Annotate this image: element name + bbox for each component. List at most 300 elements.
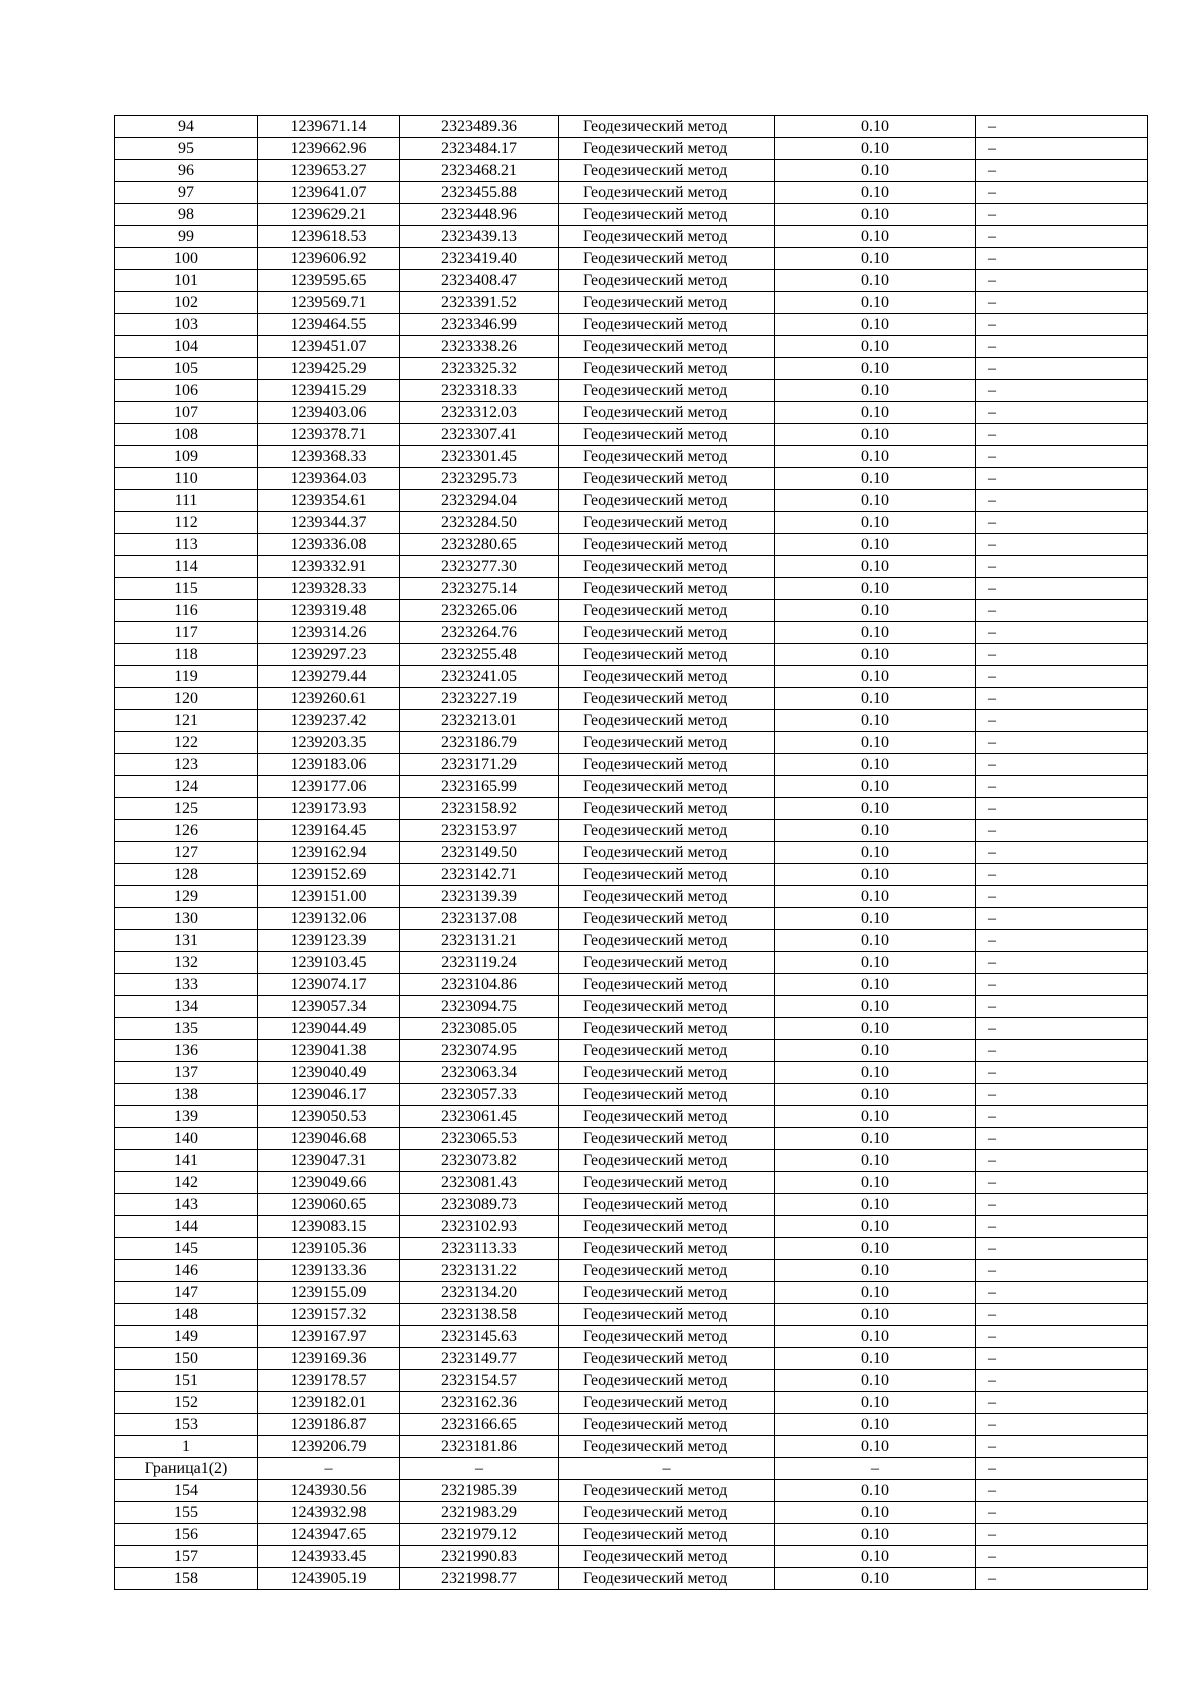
table-row: [115, 820, 1148, 842]
accuracy-cell: 0.10: [775, 666, 976, 688]
method-cell: Геодезический метод: [559, 1172, 775, 1194]
description-cell: –: [976, 1150, 1148, 1172]
accuracy-cell: 0.10: [775, 754, 976, 776]
y-coordinate-cell: 2321985.39: [400, 1480, 559, 1502]
description-cell: –: [976, 380, 1148, 402]
method-cell: Геодезический метод: [559, 666, 775, 688]
x-coordinate-cell: 1239364.03: [258, 468, 400, 490]
table-row: [115, 666, 1148, 688]
x-coordinate-cell: 1239403.06: [258, 402, 400, 424]
x-coordinate-cell: 1239044.49: [258, 1018, 400, 1040]
method-cell: Геодезический метод: [559, 644, 775, 666]
method-cell: Геодезический метод: [559, 402, 775, 424]
description-cell: –: [976, 1524, 1148, 1546]
point-number-cell: 105: [115, 358, 258, 380]
x-coordinate-cell: 1239123.39: [258, 930, 400, 952]
table-row: [115, 908, 1148, 930]
description-cell: –: [976, 182, 1148, 204]
method-cell: Геодезический метод: [559, 1524, 775, 1546]
accuracy-cell: 0.10: [775, 226, 976, 248]
x-coordinate-cell: 1239629.21: [258, 204, 400, 226]
x-coordinate-cell: 1239203.35: [258, 732, 400, 754]
table-row: [115, 1040, 1148, 1062]
y-coordinate-cell: 2323294.04: [400, 490, 559, 512]
table-row: [115, 1304, 1148, 1326]
y-coordinate-cell: 2323165.99: [400, 776, 559, 798]
table-row: [115, 710, 1148, 732]
y-coordinate-cell: 2323325.32: [400, 358, 559, 380]
point-number-cell: 151: [115, 1370, 258, 1392]
x-coordinate-cell: 1239152.69: [258, 864, 400, 886]
y-coordinate-cell: 2323089.73: [400, 1194, 559, 1216]
x-coordinate-cell: 1243933.45: [258, 1546, 400, 1568]
accuracy-cell: 0.10: [775, 1238, 976, 1260]
description-cell: –: [976, 1348, 1148, 1370]
description-cell: –: [976, 1062, 1148, 1084]
table-row: [115, 622, 1148, 644]
table-row: [115, 1568, 1148, 1590]
accuracy-cell: 0.10: [775, 490, 976, 512]
description-cell: –: [976, 1040, 1148, 1062]
x-coordinate-cell: 1239173.93: [258, 798, 400, 820]
table-row: [115, 446, 1148, 468]
x-coordinate-cell: 1239425.29: [258, 358, 400, 380]
accuracy-cell: 0.10: [775, 1260, 976, 1282]
y-coordinate-cell: 2323295.73: [400, 468, 559, 490]
description-cell: –: [976, 446, 1148, 468]
description-cell: –: [976, 270, 1148, 292]
y-coordinate-cell: 2321979.12: [400, 1524, 559, 1546]
y-coordinate-cell: 2323139.39: [400, 886, 559, 908]
accuracy-cell: 0.10: [775, 512, 976, 534]
point-number-cell: 103: [115, 314, 258, 336]
point-number-cell: 145: [115, 1238, 258, 1260]
y-coordinate-cell: 2323391.52: [400, 292, 559, 314]
y-coordinate-cell: 2323312.03: [400, 402, 559, 424]
accuracy-cell: 0.10: [775, 1524, 976, 1546]
y-coordinate-cell: 2323284.50: [400, 512, 559, 534]
x-coordinate-cell: 1243947.65: [258, 1524, 400, 1546]
point-number-cell: 106: [115, 380, 258, 402]
y-coordinate-cell: 2323181.86: [400, 1436, 559, 1458]
point-number-cell: 141: [115, 1150, 258, 1172]
x-coordinate-cell: 1239314.26: [258, 622, 400, 644]
table-row: [115, 930, 1148, 952]
x-coordinate-cell: 1239155.09: [258, 1282, 400, 1304]
x-coordinate-cell: 1239595.65: [258, 270, 400, 292]
method-cell: Геодезический метод: [559, 996, 775, 1018]
description-cell: –: [976, 930, 1148, 952]
point-number-cell: 122: [115, 732, 258, 754]
accuracy-cell: 0.10: [775, 1436, 976, 1458]
accuracy-cell: 0.10: [775, 336, 976, 358]
description-cell: –: [976, 842, 1148, 864]
table-row: [115, 842, 1148, 864]
y-coordinate-cell: 2323104.86: [400, 974, 559, 996]
accuracy-cell: 0.10: [775, 908, 976, 930]
x-coordinate-cell: 1239074.17: [258, 974, 400, 996]
method-cell: Геодезический метод: [559, 1260, 775, 1282]
table-row: [115, 1062, 1148, 1084]
point-number-cell: 120: [115, 688, 258, 710]
method-cell: –: [559, 1458, 775, 1480]
x-coordinate-cell: 1239105.36: [258, 1238, 400, 1260]
x-coordinate-cell: 1243932.98: [258, 1502, 400, 1524]
method-cell: Геодезический метод: [559, 1546, 775, 1568]
x-coordinate-cell: 1239206.79: [258, 1436, 400, 1458]
x-coordinate-cell: 1239368.33: [258, 446, 400, 468]
accuracy-cell: 0.10: [775, 116, 976, 138]
accuracy-cell: 0.10: [775, 644, 976, 666]
accuracy-cell: 0.10: [775, 556, 976, 578]
description-cell: –: [976, 512, 1148, 534]
point-number-cell: Граница1(2): [115, 1458, 258, 1480]
point-number-cell: 126: [115, 820, 258, 842]
description-cell: –: [976, 556, 1148, 578]
point-number-cell: 129: [115, 886, 258, 908]
x-coordinate-cell: 1239046.17: [258, 1084, 400, 1106]
accuracy-cell: 0.10: [775, 1172, 976, 1194]
method-cell: Геодезический метод: [559, 270, 775, 292]
x-coordinate-cell: 1239378.71: [258, 424, 400, 446]
point-number-cell: 128: [115, 864, 258, 886]
method-cell: Геодезический метод: [559, 138, 775, 160]
x-coordinate-cell: 1239050.53: [258, 1106, 400, 1128]
point-number-cell: 94: [115, 116, 258, 138]
point-number-cell: 139: [115, 1106, 258, 1128]
x-coordinate-cell: 1239662.96: [258, 138, 400, 160]
accuracy-cell: 0.10: [775, 1414, 976, 1436]
x-coordinate-cell: 1239319.48: [258, 600, 400, 622]
x-coordinate-cell: 1239169.36: [258, 1348, 400, 1370]
table-row: [115, 1480, 1148, 1502]
point-number-cell: 116: [115, 600, 258, 622]
point-number-cell: 152: [115, 1392, 258, 1414]
x-coordinate-cell: 1239178.57: [258, 1370, 400, 1392]
method-cell: Геодезический метод: [559, 842, 775, 864]
point-number-cell: 157: [115, 1546, 258, 1568]
table-row: [115, 732, 1148, 754]
accuracy-cell: 0.10: [775, 600, 976, 622]
table-row: [115, 1348, 1148, 1370]
point-number-cell: 1: [115, 1436, 258, 1458]
accuracy-cell: 0.10: [775, 160, 976, 182]
description-cell: –: [976, 1568, 1148, 1590]
x-coordinate-cell: 1239451.07: [258, 336, 400, 358]
y-coordinate-cell: 2323275.14: [400, 578, 559, 600]
accuracy-cell: 0.10: [775, 1480, 976, 1502]
accuracy-cell: 0.10: [775, 1128, 976, 1150]
accuracy-cell: –: [775, 1458, 976, 1480]
accuracy-cell: 0.10: [775, 1216, 976, 1238]
table-row: [115, 534, 1148, 556]
x-coordinate-cell: 1239164.45: [258, 820, 400, 842]
table-row: [115, 996, 1148, 1018]
x-coordinate-cell: 1239618.53: [258, 226, 400, 248]
point-number-cell: 125: [115, 798, 258, 820]
x-coordinate-cell: 1239671.14: [258, 116, 400, 138]
table-row: [115, 754, 1148, 776]
description-cell: –: [976, 424, 1148, 446]
description-cell: –: [976, 974, 1148, 996]
y-coordinate-cell: 2323484.17: [400, 138, 559, 160]
point-number-cell: 144: [115, 1216, 258, 1238]
description-cell: –: [976, 490, 1148, 512]
table-row: [115, 1018, 1148, 1040]
method-cell: Геодезический метод: [559, 468, 775, 490]
accuracy-cell: 0.10: [775, 534, 976, 556]
y-coordinate-cell: 2323277.30: [400, 556, 559, 578]
y-coordinate-cell: 2323448.96: [400, 204, 559, 226]
accuracy-cell: 0.10: [775, 1546, 976, 1568]
y-coordinate-cell: 2323063.34: [400, 1062, 559, 1084]
y-coordinate-cell: 2323213.01: [400, 710, 559, 732]
table-row: [115, 314, 1148, 336]
x-coordinate-cell: 1239569.71: [258, 292, 400, 314]
accuracy-cell: 0.10: [775, 182, 976, 204]
point-number-cell: 124: [115, 776, 258, 798]
table-row: [115, 160, 1148, 182]
x-coordinate-cell: 1239177.06: [258, 776, 400, 798]
method-cell: Геодезический метод: [559, 1348, 775, 1370]
method-cell: Геодезический метод: [559, 292, 775, 314]
description-cell: –: [976, 798, 1148, 820]
y-coordinate-cell: 2323073.82: [400, 1150, 559, 1172]
y-coordinate-cell: 2323153.97: [400, 820, 559, 842]
method-cell: Геодезический метод: [559, 930, 775, 952]
x-coordinate-cell: 1239237.42: [258, 710, 400, 732]
method-cell: Геодезический метод: [559, 1502, 775, 1524]
accuracy-cell: 0.10: [775, 270, 976, 292]
point-number-cell: 155: [115, 1502, 258, 1524]
point-number-cell: 110: [115, 468, 258, 490]
description-cell: –: [976, 248, 1148, 270]
description-cell: –: [976, 908, 1148, 930]
point-number-cell: 134: [115, 996, 258, 1018]
y-coordinate-cell: 2323227.19: [400, 688, 559, 710]
accuracy-cell: 0.10: [775, 996, 976, 1018]
description-cell: –: [976, 468, 1148, 490]
description-cell: –: [976, 226, 1148, 248]
method-cell: Геодезический метод: [559, 336, 775, 358]
y-coordinate-cell: 2323081.43: [400, 1172, 559, 1194]
x-coordinate-cell: 1239103.45: [258, 952, 400, 974]
y-coordinate-cell: 2323061.45: [400, 1106, 559, 1128]
table-row: [115, 358, 1148, 380]
accuracy-cell: 0.10: [775, 468, 976, 490]
y-coordinate-cell: 2323166.65: [400, 1414, 559, 1436]
method-cell: Геодезический метод: [559, 1194, 775, 1216]
point-number-cell: 119: [115, 666, 258, 688]
table-row: [115, 600, 1148, 622]
accuracy-cell: 0.10: [775, 864, 976, 886]
method-cell: Геодезический метод: [559, 1018, 775, 1040]
table-row: [115, 1282, 1148, 1304]
y-coordinate-cell: –: [400, 1458, 559, 1480]
point-number-cell: 135: [115, 1018, 258, 1040]
table-body: [115, 116, 1148, 1590]
point-number-cell: 104: [115, 336, 258, 358]
point-number-cell: 109: [115, 446, 258, 468]
description-cell: –: [976, 754, 1148, 776]
x-coordinate-cell: 1239046.68: [258, 1128, 400, 1150]
description-cell: –: [976, 138, 1148, 160]
table-row: [115, 1238, 1148, 1260]
method-cell: Геодезический метод: [559, 1304, 775, 1326]
accuracy-cell: 0.10: [775, 974, 976, 996]
y-coordinate-cell: 2323186.79: [400, 732, 559, 754]
table-row: [115, 226, 1148, 248]
table-row: [115, 182, 1148, 204]
point-number-cell: 100: [115, 248, 258, 270]
y-coordinate-cell: 2321990.83: [400, 1546, 559, 1568]
description-cell: –: [976, 622, 1148, 644]
x-coordinate-cell: 1239464.55: [258, 314, 400, 336]
method-cell: Геодезический метод: [559, 578, 775, 600]
y-coordinate-cell: 2323439.13: [400, 226, 559, 248]
method-cell: Геодезический метод: [559, 556, 775, 578]
accuracy-cell: 0.10: [775, 1568, 976, 1590]
table-row: [115, 1128, 1148, 1150]
description-cell: –: [976, 1128, 1148, 1150]
method-cell: Геодезический метод: [559, 248, 775, 270]
y-coordinate-cell: 2323057.33: [400, 1084, 559, 1106]
accuracy-cell: 0.10: [775, 1084, 976, 1106]
y-coordinate-cell: 2323419.40: [400, 248, 559, 270]
table-row: [115, 490, 1148, 512]
table-row: [115, 556, 1148, 578]
accuracy-cell: 0.10: [775, 1062, 976, 1084]
table-row: [115, 578, 1148, 600]
description-cell: –: [976, 116, 1148, 138]
x-coordinate-cell: 1239641.07: [258, 182, 400, 204]
accuracy-cell: 0.10: [775, 380, 976, 402]
accuracy-cell: 0.10: [775, 1106, 976, 1128]
method-cell: Геодезический метод: [559, 1040, 775, 1062]
description-cell: –: [976, 1502, 1148, 1524]
description-cell: –: [976, 336, 1148, 358]
method-cell: Геодезический метод: [559, 358, 775, 380]
x-coordinate-cell: 1239057.34: [258, 996, 400, 1018]
point-number-cell: 114: [115, 556, 258, 578]
accuracy-cell: 0.10: [775, 622, 976, 644]
point-number-cell: 136: [115, 1040, 258, 1062]
point-number-cell: 117: [115, 622, 258, 644]
point-number-cell: 149: [115, 1326, 258, 1348]
x-coordinate-cell: 1239167.97: [258, 1326, 400, 1348]
method-cell: Геодезический метод: [559, 864, 775, 886]
method-cell: Геодезический метод: [559, 1062, 775, 1084]
table-row: [115, 798, 1148, 820]
x-coordinate-cell: –: [258, 1458, 400, 1480]
x-coordinate-cell: 1239083.15: [258, 1216, 400, 1238]
table-row: [115, 292, 1148, 314]
accuracy-cell: 0.10: [775, 1304, 976, 1326]
x-coordinate-cell: 1239047.31: [258, 1150, 400, 1172]
method-cell: Геодезический метод: [559, 1370, 775, 1392]
x-coordinate-cell: 1239157.32: [258, 1304, 400, 1326]
description-cell: –: [976, 578, 1148, 600]
y-coordinate-cell: 2323131.22: [400, 1260, 559, 1282]
method-cell: Геодезический метод: [559, 1480, 775, 1502]
y-coordinate-cell: 2323158.92: [400, 798, 559, 820]
point-number-cell: 138: [115, 1084, 258, 1106]
x-coordinate-cell: 1239182.01: [258, 1392, 400, 1414]
table-row: [115, 974, 1148, 996]
x-coordinate-cell: 1239297.23: [258, 644, 400, 666]
method-cell: Геодезический метод: [559, 732, 775, 754]
accuracy-cell: 0.10: [775, 292, 976, 314]
point-number-cell: 158: [115, 1568, 258, 1590]
description-cell: –: [976, 1436, 1148, 1458]
y-coordinate-cell: 2323346.99: [400, 314, 559, 336]
method-cell: Геодезический метод: [559, 1326, 775, 1348]
method-cell: Геодезический метод: [559, 600, 775, 622]
table-row: [115, 270, 1148, 292]
description-cell: –: [976, 952, 1148, 974]
method-cell: Геодезический метод: [559, 1568, 775, 1590]
table-row: [115, 424, 1148, 446]
y-coordinate-cell: 2323468.21: [400, 160, 559, 182]
method-cell: Геодезический метод: [559, 952, 775, 974]
accuracy-cell: 0.10: [775, 1282, 976, 1304]
accuracy-cell: 0.10: [775, 1348, 976, 1370]
description-cell: –: [976, 644, 1148, 666]
table-row: [115, 952, 1148, 974]
table-row: [115, 1370, 1148, 1392]
table-row: [115, 1414, 1148, 1436]
accuracy-cell: 0.10: [775, 1040, 976, 1062]
accuracy-cell: 0.10: [775, 842, 976, 864]
method-cell: Геодезический метод: [559, 1084, 775, 1106]
description-cell: –: [976, 1216, 1148, 1238]
accuracy-cell: 0.10: [775, 1326, 976, 1348]
description-cell: –: [976, 1238, 1148, 1260]
y-coordinate-cell: 2323162.36: [400, 1392, 559, 1414]
method-cell: Геодезический метод: [559, 1436, 775, 1458]
x-coordinate-cell: 1239041.38: [258, 1040, 400, 1062]
description-cell: –: [976, 1480, 1148, 1502]
accuracy-cell: 0.10: [775, 688, 976, 710]
method-cell: Геодезический метод: [559, 424, 775, 446]
table-row: [115, 512, 1148, 534]
description-cell: –: [976, 534, 1148, 556]
accuracy-cell: 0.10: [775, 1018, 976, 1040]
method-cell: Геодезический метод: [559, 974, 775, 996]
point-number-cell: 140: [115, 1128, 258, 1150]
method-cell: Геодезический метод: [559, 710, 775, 732]
accuracy-cell: 0.10: [775, 952, 976, 974]
point-number-cell: 137: [115, 1062, 258, 1084]
description-cell: –: [976, 1018, 1148, 1040]
y-coordinate-cell: 2323338.26: [400, 336, 559, 358]
method-cell: Геодезический метод: [559, 182, 775, 204]
y-coordinate-cell: 2323119.24: [400, 952, 559, 974]
y-coordinate-cell: 2323065.53: [400, 1128, 559, 1150]
x-coordinate-cell: 1243930.56: [258, 1480, 400, 1502]
description-cell: –: [976, 1194, 1148, 1216]
y-coordinate-cell: 2323102.93: [400, 1216, 559, 1238]
y-coordinate-cell: 2323489.36: [400, 116, 559, 138]
x-coordinate-cell: 1239354.61: [258, 490, 400, 512]
accuracy-cell: 0.10: [775, 820, 976, 842]
method-cell: Геодезический метод: [559, 204, 775, 226]
y-coordinate-cell: 2323241.05: [400, 666, 559, 688]
y-coordinate-cell: 2323264.76: [400, 622, 559, 644]
point-number-cell: 95: [115, 138, 258, 160]
x-coordinate-cell: 1239162.94: [258, 842, 400, 864]
method-cell: Геодезический метод: [559, 1414, 775, 1436]
